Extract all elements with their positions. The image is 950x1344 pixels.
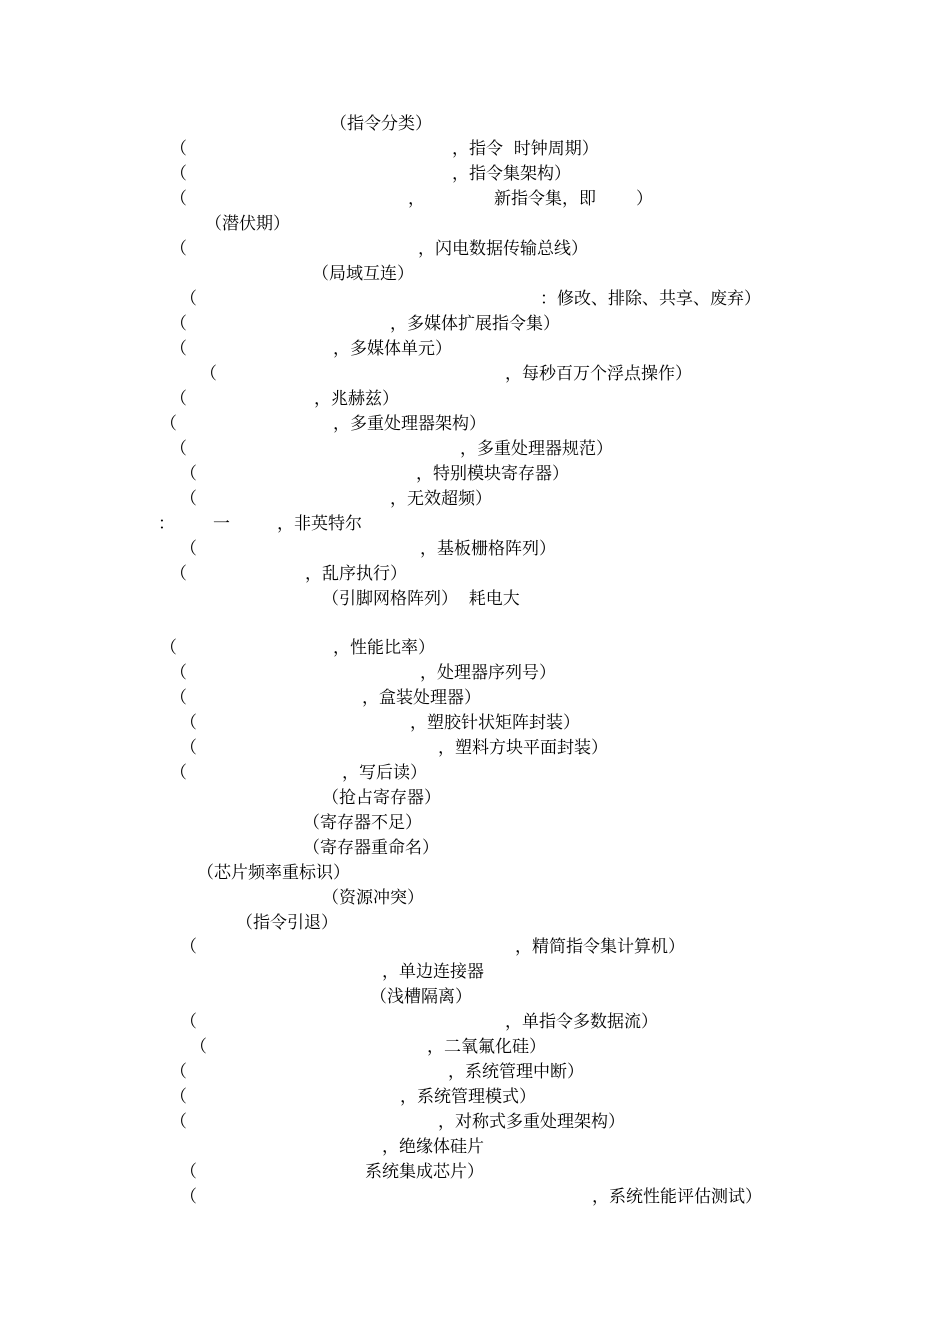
text-line [0,736,950,761]
text-segment: （ [180,464,197,484]
text-segment: ，处理器序列号） [420,663,556,683]
text-segment: （ [180,738,197,758]
text-segment: （ [170,439,187,459]
text-segment: （指令引退） [236,913,338,933]
text-segment: （寄存器不足） [303,813,422,833]
text-line [0,437,950,462]
text-segment: （ [180,1012,197,1032]
text-segment: ，多重处理器规范） [460,439,613,459]
text-segment: ，单边连接器 [382,962,484,982]
text-segment: ，多媒体扩展指令集） [390,314,560,334]
text-segment: （ [180,489,197,509]
text-line [0,686,950,711]
text-line [0,711,950,736]
text-segment: （指令分类） [330,114,432,134]
text-segment: （抢占寄存器） [322,788,441,808]
text-line [0,1085,950,1110]
text-segment: （ [180,289,197,309]
text-segment: （ [170,164,187,184]
text-segment: 新指令集，即 [494,189,596,209]
text-segment: ，写后读） [342,763,427,783]
text-segment: ，闪电数据传输总线） [418,239,588,259]
text-segment: ，单指令多数据流） [505,1012,658,1032]
text-segment: ，非英特尔 [277,514,362,534]
text-segment: （资源冲突） [322,888,424,908]
text-segment: ，每秒百万个浮点操作） [505,364,692,384]
text-line [0,487,950,512]
text-segment: （局域互连） [312,264,414,284]
text-segment: （ [170,314,187,334]
text-segment: ，乱序执行） [305,564,407,584]
text-segment: ，二氧氟化硅） [427,1037,546,1057]
text-segment: （ [200,364,217,384]
text-segment: 一 [213,514,230,534]
text-segment: ，塑料方块平面封装） [438,738,608,758]
text-segment: （ [170,1062,187,1082]
text-segment: （引脚网格阵列） 耗电大 [322,589,520,609]
text-line [0,1160,950,1185]
text-segment: ：修改、排除、共享、废弃） [540,289,761,309]
text-segment: ，无效超频） [390,489,492,509]
text-segment: ，指令 时钟周期） [452,139,599,159]
text-line [0,886,950,911]
text-segment: （ [170,564,187,584]
text-line [0,811,950,836]
text-segment: ，系统管理模式） [400,1087,536,1107]
text-line [0,212,950,237]
text-segment: （ [180,1187,197,1207]
text-segment: ，系统性能评估测试） [592,1187,762,1207]
text-segment: 系统集成芯片） [365,1162,484,1182]
text-line [0,911,950,936]
text-segment: （ [190,1037,207,1057]
text-line [0,985,950,1010]
text-segment: ，特别模块寄存器） [416,464,569,484]
text-segment: ，塑胶针状矩阵封装） [410,713,580,733]
text-line [0,537,950,562]
text-line [0,312,950,337]
text-line [0,1185,950,1210]
text-segment: ） [636,189,653,209]
text-line [0,1135,950,1160]
text-segment: （ [170,763,187,783]
text-segment: ，盒装处理器） [362,688,481,708]
text-line [0,1035,950,1060]
text-line [0,1110,950,1135]
text-line [0,935,950,960]
text-segment: （ [170,189,187,209]
text-line [0,1010,950,1035]
text-line [0,387,950,412]
text-segment: （ [170,239,187,259]
text-line [0,362,950,387]
text-line [0,162,950,187]
text-line [0,636,950,661]
text-line [0,337,950,362]
text-segment: （ [170,688,187,708]
text-line [0,262,950,287]
text-segment: （ [180,937,197,957]
text-line [0,412,950,437]
text-segment: （ [170,1112,187,1132]
text-line [0,287,950,312]
text-line [0,137,950,162]
text-segment: ，精简指令集计算机） [515,937,685,957]
text-segment: （ [170,389,187,409]
text-segment: ，性能比率） [333,638,435,658]
text-segment: ，对称式多重处理架构） [438,1112,625,1132]
text-line [0,462,950,487]
text-line [0,237,950,262]
text-segment: （浅槽隔离） [370,987,472,1007]
text-segment: （寄存器重命名） [303,838,439,858]
text-segment: ，兆赫兹） [314,389,399,409]
text-segment: （芯片频率重标识） [197,863,350,883]
text-line [0,512,950,537]
text-line [0,112,950,137]
text-segment: （ [170,663,187,683]
text-line [0,861,950,886]
text-line [0,1060,950,1085]
text-line [0,661,950,686]
text-segment: ，绝缘体硅片 [382,1137,484,1157]
text-segment: （ [160,638,177,658]
text-segment: （ [170,339,187,359]
text-segment: ： [158,514,175,534]
text-line [0,187,950,212]
text-segment: （ [180,713,197,733]
text-line [0,587,950,612]
text-segment: （ [160,414,177,434]
text-segment: ，多重处理器架构） [333,414,486,434]
text-line [0,761,950,786]
text-segment: ，多媒体单元） [333,339,452,359]
text-segment: （潜伏期） [205,214,290,234]
text-segment: （ [170,1087,187,1107]
text-line [0,836,950,861]
text-segment: ，系统管理中断） [448,1062,584,1082]
text-segment: （ [170,139,187,159]
text-segment: ，基板栅格阵列） [420,539,556,559]
text-line [0,562,950,587]
text-segment: （ [180,539,197,559]
text-segment: （ [180,1162,197,1182]
text-segment: ， [408,189,425,209]
text-segment: ，指令集架构） [452,164,571,184]
text-line [0,960,950,985]
text-line [0,786,950,811]
